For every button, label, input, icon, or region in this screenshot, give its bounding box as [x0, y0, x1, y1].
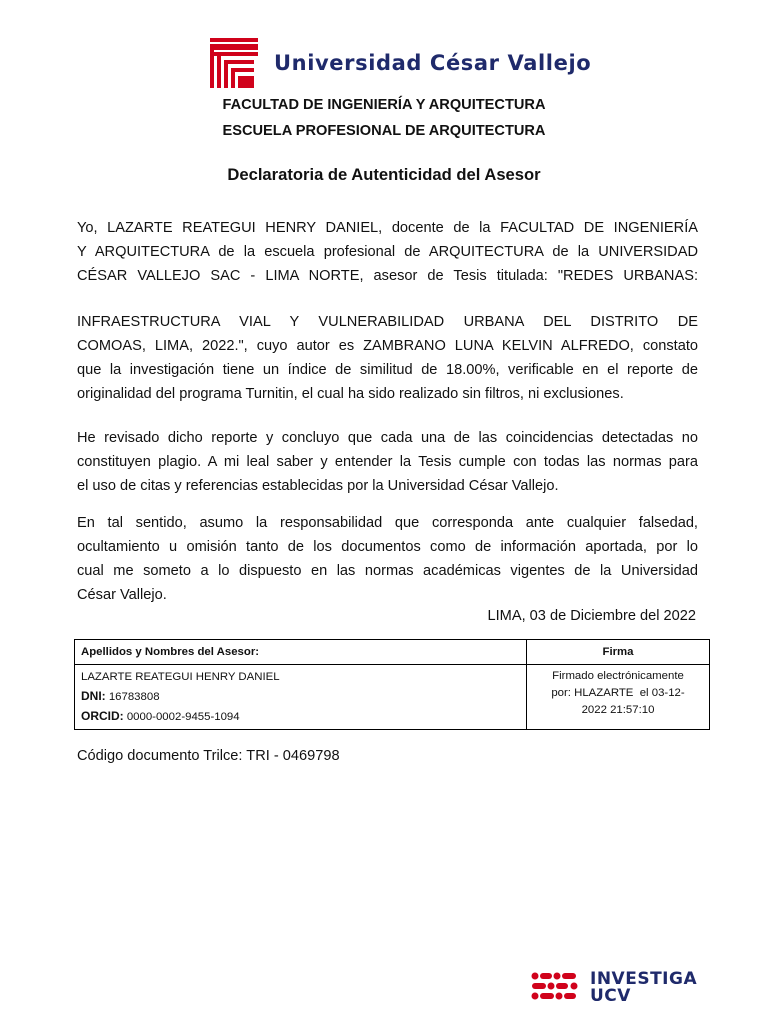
orcid-row [81, 707, 520, 727]
signature-line: por: HLAZARTE el 03-12- [551, 687, 685, 699]
signature-cell [527, 665, 710, 730]
paragraph-line: CÉSAR VALLEJO SAC - LIMA NORTE, asesor de Tesis titulada: "REDES URBANAS: [77, 268, 698, 284]
paragraph-line: constituyen plagio. A mi leal saber y entender la Tesis cumple con todas las normas para [77, 454, 698, 470]
table-row [75, 665, 710, 730]
document-code: Código documento Trilce: TRI - 0469798 [77, 748, 340, 764]
orcid-value: 0000-0002-9455-1094 [126, 711, 240, 723]
paragraph-line: Y ARQUITECTURA de la escuela profesional de ARQUITECTURA de la UNIVERSIDAD [77, 244, 698, 260]
paragraph-line: ocultamiento u omisión tanto de los documentos como de información aportada, por lo [77, 539, 698, 555]
school-heading: ESCUELA PROFESIONAL DE ARQUITECTURA [222, 123, 546, 139]
paragraph-4 [77, 511, 698, 607]
dni-value: 16783808 [108, 691, 160, 703]
investiga-line2: UCV [590, 986, 631, 1006]
signature-table [74, 639, 710, 730]
paragraph-line: He revisado dicho reporte y concluyo que cada una de las coincidencias detectadas no [77, 430, 698, 446]
university-name: Universidad César Vallejo [274, 51, 592, 75]
table-header-row [75, 640, 710, 665]
paragraph-1 [77, 216, 698, 288]
paragraph-line: En tal sentido, asumo la responsabilidad que corresponda ante cualquier falsedad, [77, 515, 698, 531]
investiga-line1: INVESTIGA [590, 969, 698, 989]
signature-line: Firmado electrónicamente [552, 670, 684, 682]
paragraph-line: el uso de citas y referencias establecidas por la Universidad César Vallejo. [77, 478, 559, 494]
date-line: LIMA, 03 de Diciembre del 2022 [487, 608, 696, 624]
advisor-cell [75, 665, 527, 730]
investiga-pattern-icon [530, 970, 582, 1006]
paragraph-2 [77, 310, 698, 406]
paragraph-line: que la investigación tiene un índice de similitud de 18.00%, verificable en el reporte de [77, 362, 698, 378]
university-logo [208, 36, 591, 90]
dni-label: DNI: [81, 689, 106, 703]
paragraph-3 [77, 426, 698, 498]
investiga-text [590, 971, 697, 1005]
paragraph-line: César Vallejo. [77, 587, 167, 603]
signature-column-header: Firma [527, 640, 710, 665]
paragraph-line: originalidad del programa Turnitin, el cual ha sido realizado sin filtros, ni exclusiones. [77, 386, 624, 402]
advisor-name: LAZARTE REATEGUI HENRY DANIEL [81, 671, 280, 683]
investiga-ucv-logo [530, 968, 697, 1008]
advisor-column-header: Apellidos y Nombres del Asesor: [75, 640, 527, 665]
orcid-label: ORCID: [81, 709, 124, 723]
document-title: Declaratoria de Autenticidad del Asesor [227, 165, 541, 184]
signature-line: 2022 21:57:10 [581, 704, 655, 716]
university-crest-icon [208, 36, 260, 90]
dni-row [81, 687, 520, 707]
paragraph-line: COMOAS, LIMA, 2022.", cuyo autor es ZAMBRANO LUNA KELVIN ALFREDO, constato [77, 338, 698, 354]
paragraph-line: Yo, LAZARTE REATEGUI HENRY DANIEL, docente de la FACULTAD DE INGENIERÍA [77, 220, 698, 236]
paragraph-line: cual me someto a lo dispuesto en las normas académicas vigentes de la Universidad [77, 563, 698, 579]
faculty-heading: FACULTAD DE INGENIERÍA Y ARQUITECTURA [222, 97, 546, 113]
paragraph-line: INFRAESTRUCTURA VIAL Y VULNERABILIDAD URBANA DEL DISTRITO DE [77, 314, 698, 330]
